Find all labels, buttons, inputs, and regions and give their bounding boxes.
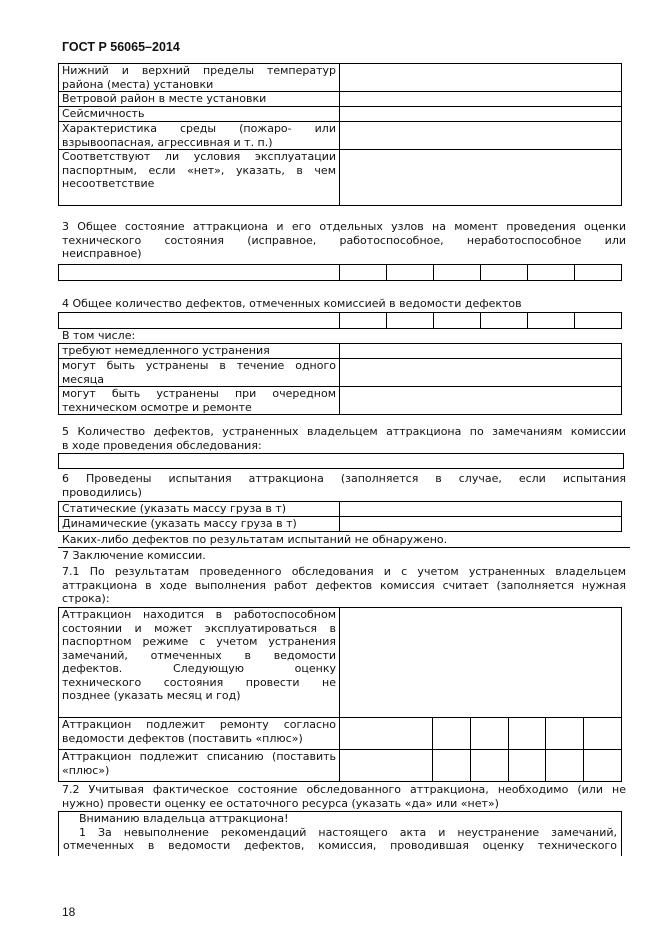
condition-cell[interactable] [575,265,622,281]
immediate-fix-cell[interactable] [340,344,622,359]
section-3-table [58,264,622,281]
repair-option-label: Аттракцион подлежит ремонту согласно ведомости дефектов (поставить «плюс») [59,718,340,750]
temperature-limits-cell[interactable] [340,64,622,92]
repair-mark-cell[interactable] [340,718,433,750]
page-number: 18 [62,905,76,919]
writeoff-mark-cell[interactable] [584,750,622,782]
defect-count-cell[interactable] [340,313,387,329]
wind-region-label: Ветровой район в месте установки [59,92,340,107]
repair-mark-cell[interactable] [584,718,622,750]
operable-option-label: Аттракцион находится в работоспособном состоянии и может эксплуатироваться в паспортном режиме с учетом устранения замечаний, отмеченных в ведомости дефектов. Следующую оценку технического состояния провести не позднее (указать месяц и год) [59,608,340,718]
condition-label-cell[interactable] [59,265,340,281]
tests-table [58,501,622,532]
condition-cell[interactable] [434,265,481,281]
defect-count-cell[interactable] [528,313,575,329]
repair-mark-cell[interactable] [433,718,471,750]
static-test-cell[interactable] [340,502,622,517]
seismicity-cell[interactable] [340,107,622,122]
repair-mark-cell[interactable] [546,718,584,750]
section-3-text: 3 Общее состояние аттракциона и его отдельных узлов на момент проведения оценки технического состояния (исправное, работоспособное, неработоспособное или неисправное) [62,220,626,260]
document-header: ГОСТ Р 56065–2014 [62,40,180,54]
defect-count-cell[interactable] [434,313,481,329]
next-inspection-fix-label: могут быть устранены при очередном техническом осмотре и ремонте [59,387,340,415]
wind-region-cell[interactable] [340,92,622,107]
next-inspection-fix-cell[interactable] [340,387,622,415]
condition-cell[interactable] [340,265,387,281]
site-conditions-table [58,63,622,206]
static-test-label: Статические (указать массу груза в т) [59,502,340,517]
defect-count-cell[interactable] [481,313,528,329]
conclusion-table [58,607,622,782]
conditions-compliance-cell[interactable] [340,150,622,206]
defect-count-cell[interactable] [575,313,622,329]
seismicity-label: Сейсмичность [59,107,340,122]
conditions-compliance-label: Соответствуют ли условия эксплуатации паспортным, если «нет», указать, в чем несоответствие [59,150,340,206]
section-5-text: 5 Количество дефектов, устраненных владельцем аттракциона по замечаниям комиссии в ходе проведения обследования: [62,425,626,452]
section-7-1-text: 7.1 По результатам проведенного обследования и с учетом устраненных владельцем аттракциона в ходе выполнения работ дефектов комиссия считает (заполняется нужная строка): [62,565,626,605]
section-4-table [58,312,622,329]
notice-line: 1 За невыполнение рекомендаций настоящего акта и неустранение замечаний, [79,825,617,839]
writeoff-mark-cell[interactable] [508,750,546,782]
writeoff-mark-cell[interactable] [433,750,471,782]
owner-notice-box [58,811,622,856]
writeoff-mark-cell[interactable] [470,750,508,782]
dynamic-test-cell[interactable] [340,517,622,532]
defect-count-cell[interactable] [387,313,434,329]
dynamic-test-label: Динамические (указать массу груза в т) [59,517,340,532]
repair-mark-cell[interactable] [508,718,546,750]
environment-label: Характеристика среды (пожаро- или взрывоопасная, агрессивная и т. п.) [59,122,340,150]
defect-breakdown-table [58,343,622,415]
condition-cell[interactable] [481,265,528,281]
notice-title: Вниманию владельца аттракциона! [79,812,289,825]
operable-option-cell[interactable] [340,608,622,718]
section-4-title: 4 Общее количество дефектов, отмеченных комиссией в ведомости дефектов [62,297,522,310]
section-6-text: 6 Проведены испытания аттракциона (заполняется в случае, если испытания проводились) [62,472,626,499]
tests-note: Каких-либо дефектов по результатам испытаний не обнаружено. [58,533,630,548]
defect-count-label-cell[interactable] [59,313,340,329]
fixed-defects-field[interactable] [58,453,624,469]
including-label: В том числе: [62,329,136,342]
section-7-title: 7 Заключение комиссии. [62,549,206,562]
writeoff-mark-cell[interactable] [340,750,433,782]
repair-mark-cell[interactable] [470,718,508,750]
condition-cell[interactable] [528,265,575,281]
condition-cell[interactable] [387,265,434,281]
section-7-2-text: 7.2 Учитывая фактическое состояние обследованного аттракциона, необходимо (или не нужно) провести оценку ее остаточного ресурса (указать «да» или «нет») [62,783,626,810]
writeoff-mark-cell[interactable] [546,750,584,782]
notice-line: отмеченных в ведомости дефектов, комиссия, проводившая оценку технического [63,839,617,852]
temperature-limits-label: Нижний и верхний пределы температур района (места) установки [59,64,340,92]
immediate-fix-label: требуют немедленного устранения [59,344,340,359]
one-month-fix-label: могут быть устранены в течение одного месяца [59,359,340,387]
one-month-fix-cell[interactable] [340,359,622,387]
environment-cell[interactable] [340,122,622,150]
writeoff-option-label: Аттракцион подлежит списанию (поставить «плюс») [59,750,340,782]
